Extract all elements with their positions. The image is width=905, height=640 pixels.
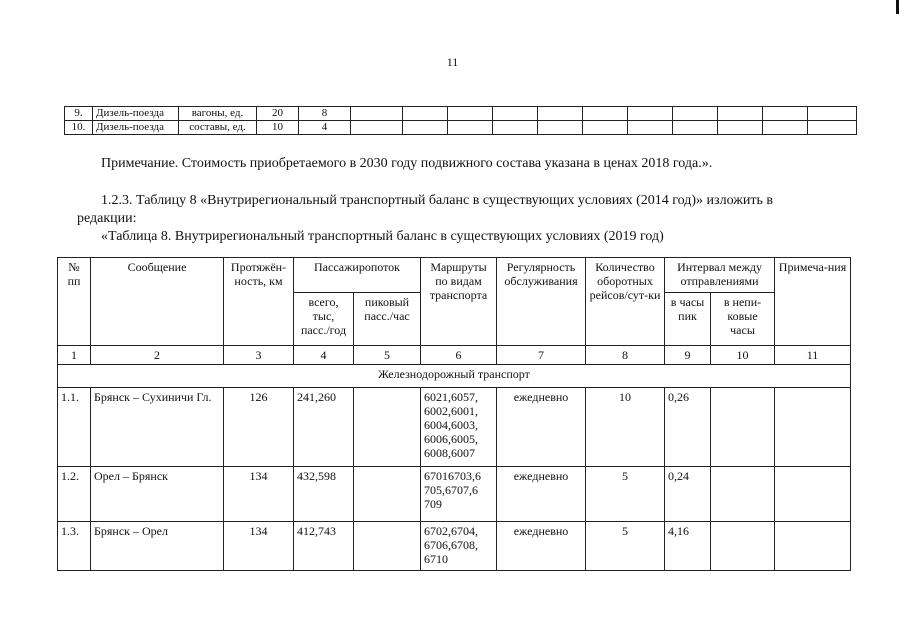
row-number: 10. <box>65 121 93 135</box>
table-row <box>58 522 851 571</box>
column-number: 9 <box>665 346 711 365</box>
col-header-interval-offpeak: в непи-ковые часы <box>711 293 775 346</box>
column-number: 10 <box>711 346 775 365</box>
regularity: ежедневно <box>497 388 586 467</box>
trip-count: 10 <box>586 388 665 467</box>
row-note <box>775 388 851 467</box>
vehicle-type: Дизель-поезда <box>93 121 179 135</box>
price-note: Примечание. Стоимость приобретаемого в 2030 году подвижного состава указана в ценах 2018 года.». <box>101 156 713 171</box>
rolling-stock-table-continuation <box>64 106 857 135</box>
column-number-row <box>58 346 851 365</box>
col-header-number: № пп <box>58 258 91 346</box>
route-length: 134 <box>224 467 294 522</box>
route-numbers: 6702,6704, 6706,6708, 6710 <box>421 522 497 571</box>
column-number: 11 <box>775 346 851 365</box>
row-number: 1.1. <box>58 388 91 467</box>
column-number: 7 <box>497 346 586 365</box>
table-row <box>65 121 857 135</box>
table-row <box>58 467 851 522</box>
header-row <box>58 258 851 293</box>
vehicle-type: Дизель-поезда <box>93 107 179 121</box>
interval-peak: 0,24 <box>665 467 711 522</box>
column-number: 8 <box>586 346 665 365</box>
table-row <box>58 388 851 467</box>
interval-peak: 4,16 <box>665 522 711 571</box>
interval-peak: 0,26 <box>665 388 711 467</box>
row-note <box>775 522 851 571</box>
column-number: 3 <box>224 346 294 365</box>
col-header-regularity: Регулярность обслуживания <box>497 258 586 346</box>
trip-count: 5 <box>586 522 665 571</box>
pax-total: 412,743 <box>294 522 354 571</box>
pax-peak <box>354 467 421 522</box>
regularity: ежедневно <box>497 522 586 571</box>
column-number: 1 <box>58 346 91 365</box>
route-length: 126 <box>224 388 294 467</box>
column-number: 5 <box>354 346 421 365</box>
route-name: Брянск – Орел <box>91 522 224 571</box>
column-number: 2 <box>91 346 224 365</box>
col-header-trips: Количество оборотных рейсов/сут-ки <box>586 258 665 346</box>
value-a: 10 <box>257 121 299 135</box>
regularity: ежедневно <box>497 467 586 522</box>
value-a: 20 <box>257 107 299 121</box>
row-number: 9. <box>65 107 93 121</box>
page-number: 11 <box>446 55 459 69</box>
col-header-routes-by-mode: Маршруты по видам транспорта <box>421 258 497 346</box>
table-row <box>65 107 857 121</box>
col-header-pax-peak: пиковый пасс./час <box>354 293 421 346</box>
page-edge-mark <box>896 0 899 14</box>
section-title: Железнодорожный транспорт <box>58 365 851 388</box>
interval-offpeak <box>711 522 775 571</box>
route-length: 134 <box>224 522 294 571</box>
pax-total: 241,260 <box>294 388 354 467</box>
row-number: 1.3. <box>58 522 91 571</box>
unit: вагоны, ед. <box>179 107 257 121</box>
amendment-paragraph: 1.2.3. Таблицу 8 «Внутрирегиональный транспортный баланс в существующих условиях (2014 год)» изложить в <box>101 193 773 208</box>
row-note <box>775 467 851 522</box>
section-row <box>58 365 851 388</box>
pax-total: 432,598 <box>294 467 354 522</box>
transport-balance-table <box>57 257 851 571</box>
row-number: 1.2. <box>58 467 91 522</box>
route-numbers: 67016703,6 705,6707,6 709 <box>421 467 497 522</box>
route-name: Брянск – Сухиничи Гл. <box>91 388 224 467</box>
col-header-pax-total: всего, тыс, пасс./год <box>294 293 354 346</box>
pax-peak <box>354 522 421 571</box>
interval-offpeak <box>711 388 775 467</box>
col-header-notes: Примеча-ния <box>775 258 851 346</box>
col-header-interval-peak: в часы пик <box>665 293 711 346</box>
col-header-passenger-flow: Пассажиропоток <box>294 258 421 293</box>
table-title: «Таблица 8. Внутрирегиональный транспортный баланс в существующих условиях (2019 год) <box>101 229 664 244</box>
route-numbers: 6021,6057, 6002,6001, 6004,6003, 6006,6005, 6008,6007 <box>421 388 497 467</box>
col-header-interval: Интервал между отправлениями <box>665 258 775 293</box>
amendment-paragraph-cont: редакции: <box>77 211 137 226</box>
column-number: 4 <box>294 346 354 365</box>
interval-offpeak <box>711 467 775 522</box>
col-header-length: Протяжён-ность, км <box>224 258 294 346</box>
value-b: 8 <box>299 107 351 121</box>
trip-count: 5 <box>586 467 665 522</box>
unit: составы, ед. <box>179 121 257 135</box>
route-name: Орел – Брянск <box>91 467 224 522</box>
col-header-route: Сообщение <box>91 258 224 346</box>
value-b: 4 <box>299 121 351 135</box>
column-number: 6 <box>421 346 497 365</box>
pax-peak <box>354 388 421 467</box>
